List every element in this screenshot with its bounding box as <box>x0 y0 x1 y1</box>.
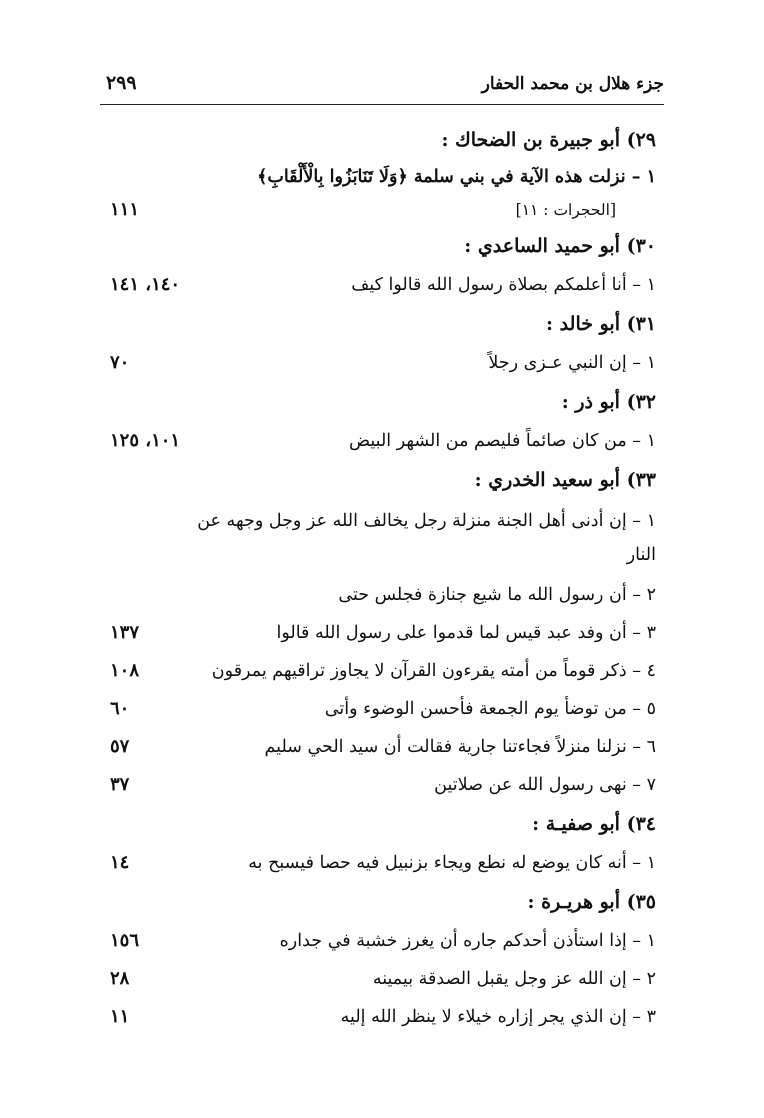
page-reference: ١١ <box>110 1006 130 1027</box>
entry-text: ٢ – إن الله عز وجل يقبل الصدقة بيمينه <box>372 969 656 989</box>
entry-text: ٣ – أن وفد عبد قيس لما قدموا على رسول الله قالوا <box>276 623 656 643</box>
index-entry <box>100 766 664 804</box>
section-title: ٣٣) أبو سعيد الخدري : <box>474 469 656 491</box>
section-title: ٣٥) أبو هريـرة : <box>527 891 656 913</box>
entry-text: ١ – أنه كان يوضع له نطع ويجاء بزنبيل فيه حصا فيسبح به <box>248 853 656 873</box>
page-reference: ١١١ <box>110 199 140 220</box>
section-title: ٣٤) أبو صفيـة : <box>532 813 656 835</box>
entry-text: ١ – إن النبي عـزى رجلاً <box>488 353 656 373</box>
page-reference: ١٠١، ١٢٥ <box>110 430 181 451</box>
index-entry <box>100 960 664 998</box>
index-list <box>100 120 664 1036</box>
index-entry <box>100 266 664 304</box>
index-entry <box>100 576 664 614</box>
entry-text: ٦ – نزلنا منزلاً فجاءتنا جارية فقالت أن سيد الحي سليم <box>264 737 656 757</box>
page-reference: ٦٠ <box>110 698 130 719</box>
entry-text: ٤ – ذكر قوماً من أمته يقرءون القرآن لا يجاوز تراقيهم يمرقون <box>211 661 656 681</box>
section-title: ٣٢) أبو ذر : <box>561 391 656 413</box>
index-entry <box>100 194 664 226</box>
page-reference: ٣٧ <box>110 774 130 795</box>
index-entry <box>100 922 664 960</box>
page-reference: ٢٨ <box>110 968 130 989</box>
index-entry <box>100 160 664 194</box>
index-entry <box>100 614 664 652</box>
index-entry <box>100 500 664 576</box>
section-title: ٢٩) أبو جبيرة بن الضحاك : <box>441 129 656 151</box>
entry-text: ١ – من كان صائماً فليصم من الشهر البيض <box>348 431 656 451</box>
page-reference: ١٥٦ <box>110 930 140 951</box>
page-number: ٢٩٩ <box>106 72 137 94</box>
index-entry <box>100 998 664 1036</box>
page-reference: ١٤٠، ١٤١ <box>110 274 181 295</box>
running-title: جزء هلال بن محمد الحفار <box>481 74 664 94</box>
page-reference: ١٠٨ <box>110 660 140 681</box>
verse-reference: [الحجرات : ١١] <box>515 201 616 219</box>
entry-text: ١ – إن أدنى أهل الجنة منزلة رجل يخالف الله عز وجل وجهه عن النار <box>197 511 656 565</box>
index-entry <box>100 344 664 382</box>
entry-text: ١ – نزلت هذه الآية في بني سلمة ﴿وَلَا تَنَابَزُوا بِالْأَلْقَابِ﴾ <box>257 167 656 187</box>
entry-text: ١ – أنا أعلمكم بصلاة رسول الله قالوا كيف <box>351 275 656 295</box>
index-entry <box>100 844 664 882</box>
index-entry <box>100 422 664 460</box>
entry-text: ١ – إذا استأذن أحدكم جاره أن يغرز خشبة في جداره <box>279 931 656 951</box>
page-reference: ١٣٧ <box>110 622 140 643</box>
section-title: ٣١) أبو خالد : <box>546 313 656 335</box>
entry-text: ٢ – أن رسول الله ما شيع جنازة فجلس حتى <box>338 585 656 605</box>
page-reference: ٥٧ <box>110 736 130 757</box>
entry-text: ٣ – إن الذي يجر إزاره خيلاء لا ينظر الله إليه <box>340 1007 656 1027</box>
page-reference: ١٤ <box>110 852 130 873</box>
section-title: ٣٠) أبو حميد الساعدي : <box>464 235 656 257</box>
index-entry <box>100 728 664 766</box>
entry-text: ٥ – من توضأ يوم الجمعة فأحسن الوضوء وأتى <box>324 699 656 719</box>
entry-text: ٧ – نهى رسول الله عن صلاتين <box>434 775 656 795</box>
index-entry <box>100 652 664 690</box>
index-entry <box>100 690 664 728</box>
page-reference: ٧٠ <box>110 352 130 373</box>
page-header <box>100 66 664 105</box>
